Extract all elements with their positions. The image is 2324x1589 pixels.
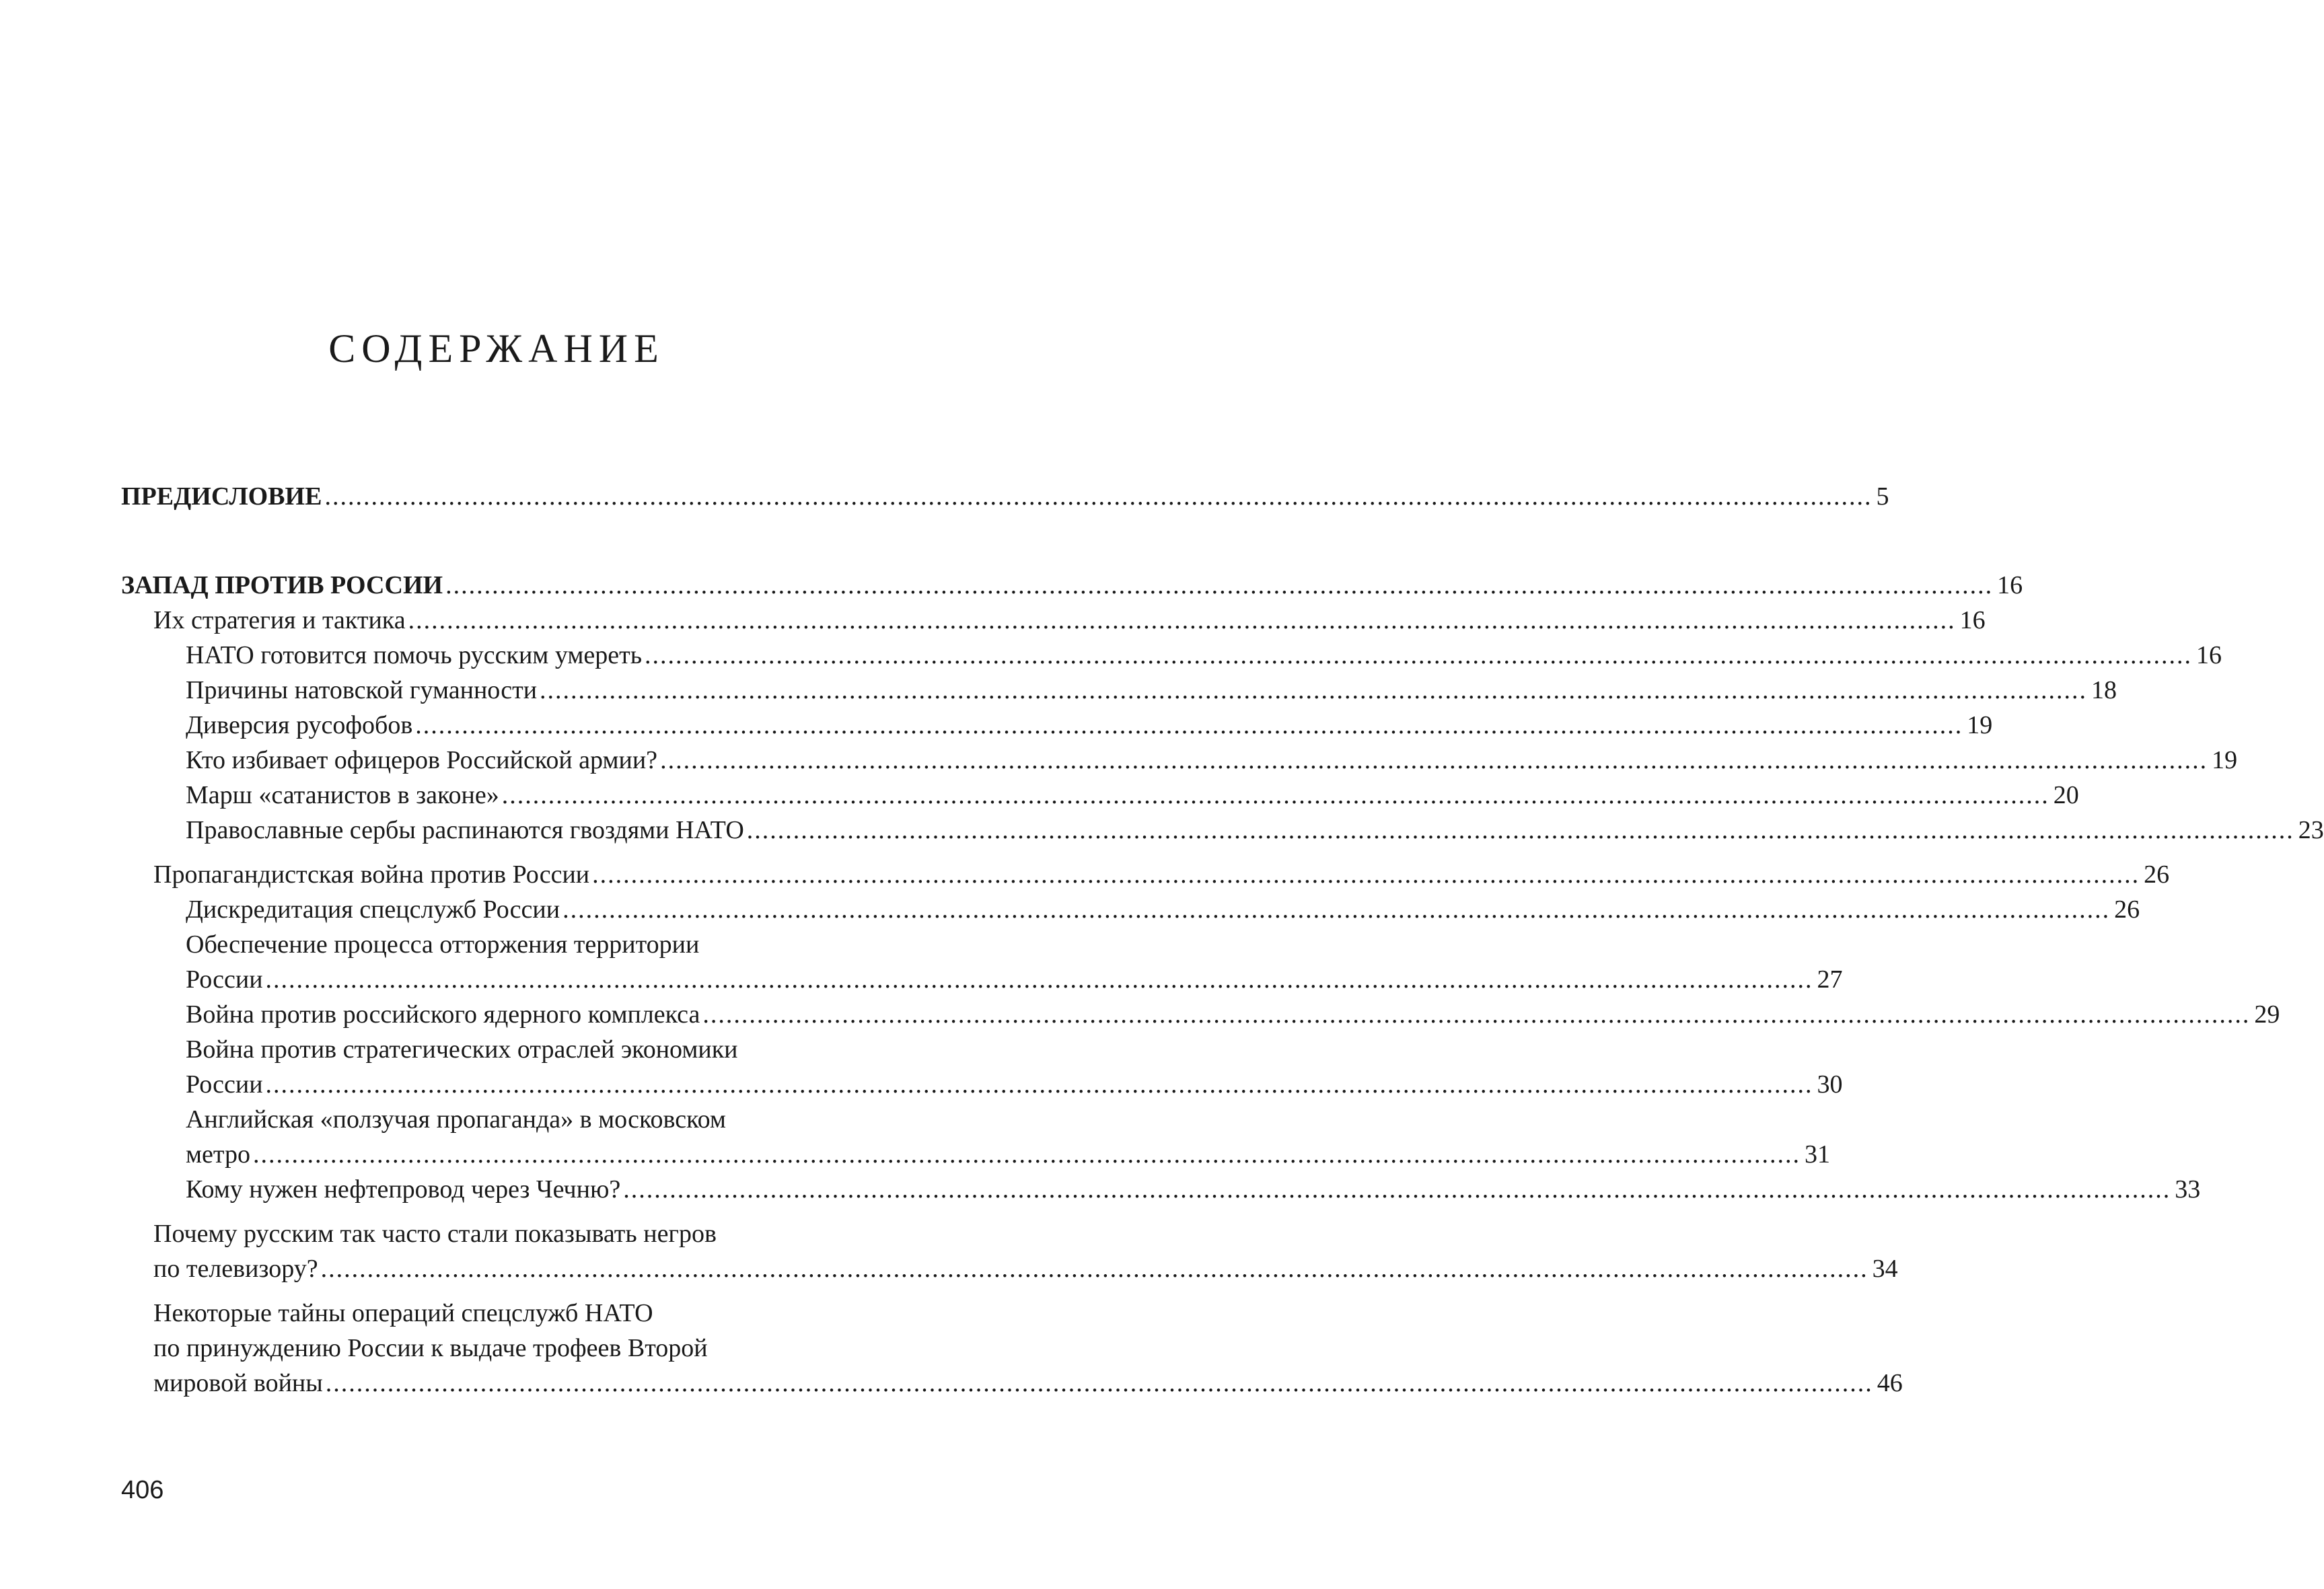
toc-entry-text: метро (186, 1140, 250, 1169)
toc-entry-page: 30 (1817, 1070, 1843, 1099)
dot-leader: ........................................................................................................................................................................................................ (265, 1070, 1813, 1099)
toc-entry-text: Марш «сатанистов в законе» (186, 781, 499, 809)
toc-entry-text: Война против стратегических отраслей экономики (186, 1035, 738, 1064)
dot-leader: ........................................................................................................................................................................................................ (660, 746, 2208, 774)
toc-entry-section (121, 1172, 2201, 1207)
toc-entry-text: Пропагандистская война против России (153, 860, 590, 889)
toc-entry-page: 34 (1872, 1255, 1898, 1283)
dot-leader: ........................................................................................................................................................................................................ (325, 1369, 1873, 1397)
toc-entry-section (121, 708, 1993, 743)
toc-entry-page: 5 (1876, 482, 1889, 511)
dot-leader: ........................................................................................................................................................................................................ (415, 711, 1963, 739)
toc-entry-page: 19 (2212, 746, 2238, 774)
toc-entry-text: Кто избивает офицеров Российской армии? (186, 746, 658, 774)
toc-entry-text: Диверсия русофобов (186, 711, 413, 739)
dot-leader: ........................................................................................................................................................................................................ (501, 781, 2049, 809)
toc-entry-text: России (186, 1070, 263, 1099)
toc-entry-text: Некоторые тайны операций спецслужб НАТО (153, 1299, 653, 1327)
dot-leader: ........................................................................................................................................................................................................ (324, 482, 1873, 511)
toc-entry-page: 16 (2196, 641, 2222, 669)
toc-entry-page: 29 (2254, 1000, 2280, 1029)
toc-entry-page: 16 (1959, 606, 1986, 634)
toc-entry-page: 31 (1804, 1140, 1830, 1169)
toc-entry-page: 26 (2114, 895, 2140, 924)
dot-leader: ........................................................................................................................................................................................................ (746, 816, 2294, 844)
toc-entry-section (121, 743, 2238, 778)
table-of-contents (121, 479, 2324, 1401)
toc-entry-page: 26 (2144, 860, 2170, 889)
toc-entry-text: Их стратегия и тактика (153, 606, 406, 634)
dot-leader: ........................................................................................................................................................................................................ (408, 606, 1956, 634)
toc-entry-text: ЗАПАД ПРОТИВ РОССИИ (121, 571, 443, 599)
toc-entry-text: Кому нужен нефтепровод через Чечню? (186, 1175, 621, 1204)
toc-entry-chapter (121, 1296, 1903, 1401)
toc-entry-section (121, 638, 2222, 673)
toc-entry-text: по принуждению России к выдаче трофеев Второй (153, 1334, 708, 1362)
toc-entry-text: Причины натовской гуманности (186, 676, 538, 704)
toc-entry-chapter (121, 857, 2170, 892)
toc-entry-page: 20 (2053, 781, 2079, 809)
toc-entry-section (121, 892, 2140, 927)
toc-entry-section (121, 778, 2079, 813)
toc-entry-text: Английская «ползучая пропаганда» в московском (186, 1105, 726, 1134)
toc-entry-section (121, 673, 2117, 708)
dot-leader: ........................................................................................................................................................................................................ (623, 1175, 2171, 1204)
page-title: СОДЕРЖАНИЕ (328, 326, 665, 371)
toc-entry-section (121, 997, 2280, 1032)
dot-leader: ........................................................................................................................................................................................................ (592, 860, 2140, 889)
dot-leader: ........................................................................................................................................................................................................ (562, 895, 2111, 924)
toc-entry-section (121, 927, 1843, 997)
toc-entry-page: 16 (1997, 571, 2023, 599)
toc-entry-page: 46 (1877, 1369, 1903, 1397)
toc-entry-text: Православные сербы распинаются гвоздями НАТО (186, 816, 744, 844)
toc-entry-section (121, 1032, 1843, 1102)
dot-leader: ........................................................................................................................................................................................................ (252, 1140, 1801, 1169)
page-number: 406 (121, 1476, 164, 1504)
dot-leader: ........................................................................................................................................................................................................ (540, 676, 2088, 704)
toc-entry-text: Почему русским так часто стали показывать негров (153, 1220, 717, 1248)
dot-leader: ........................................................................................................................................................................................................ (265, 965, 1813, 994)
toc-entry-text: по телевизору? (153, 1255, 318, 1283)
toc-entry-text: Дискредитация спецслужб России (186, 895, 560, 924)
toc-entry-section (121, 1102, 1830, 1172)
toc-entry-text: мировой войны (153, 1369, 323, 1397)
toc-entry-page: 18 (2091, 676, 2117, 704)
dot-leader: ........................................................................................................................................................................................................ (702, 1000, 2251, 1029)
toc-entry-preface (121, 479, 1889, 514)
toc-entry-chapter (121, 603, 1986, 638)
dot-leader: ........................................................................................................................................................................................................ (645, 641, 2193, 669)
toc-entry-text: Война против российского ядерного комплекса (186, 1000, 700, 1029)
toc-entry-part (121, 568, 2023, 603)
dot-leader: ........................................................................................................................................................................................................ (445, 571, 1994, 599)
dot-leader: ........................................................................................................................................................................................................ (320, 1255, 1868, 1283)
toc-entry-page: 27 (1817, 965, 1843, 994)
toc-entry-text: России (186, 965, 263, 994)
toc-entry-section (121, 813, 2324, 848)
toc-entry-text: НАТО готовится помочь русским умереть (186, 641, 643, 669)
toc-entry-page: 19 (1967, 711, 1993, 739)
toc-entry-chapter (121, 1216, 1898, 1286)
toc-entry-page: 23 (2298, 816, 2324, 844)
toc-entry-text: Обеспечение процесса отторжения территории (186, 930, 700, 959)
toc-entry-text: ПРЕДИСЛОВИЕ (121, 482, 322, 511)
toc-entry-page: 33 (2175, 1175, 2201, 1204)
